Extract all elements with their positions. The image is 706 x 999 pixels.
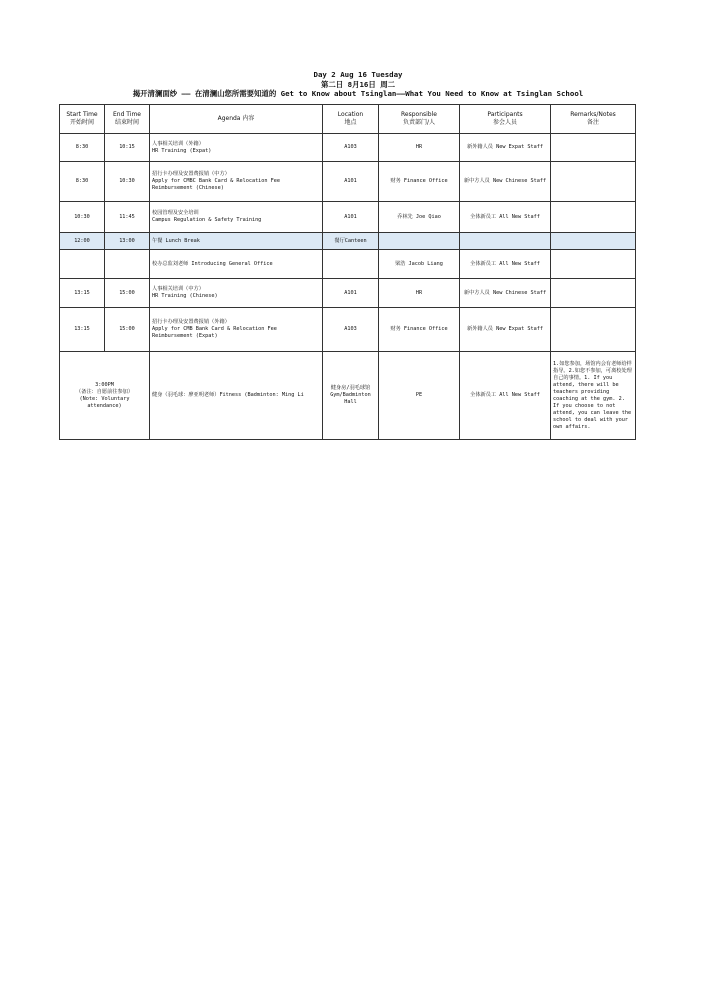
- end-time: 15:00: [105, 308, 150, 352]
- table-row: [60, 250, 636, 279]
- responsible: 财务 Finance Office: [379, 308, 460, 352]
- location: 餐厅Canteen: [323, 233, 379, 250]
- location: A101: [323, 202, 379, 233]
- start-time: 8:30: [60, 134, 105, 162]
- header-remarks: Remarks/Notes 备注: [551, 105, 636, 134]
- agenda: 招行卡办理及安置费报销（外籍） Apply for CMB Bank Card & Relocation Fee Reimbursement (Expat): [150, 308, 323, 352]
- participants: 新外籍人员 New Expat Staff: [460, 308, 551, 352]
- agenda: 校办总监刘老师 Introducing General Office: [150, 250, 323, 279]
- responsible: 乔林先 Joe Qiao: [379, 202, 460, 233]
- location: A103: [323, 308, 379, 352]
- remarks: [551, 162, 636, 202]
- end-time: 10:15: [105, 134, 150, 162]
- start-time: 10:30: [60, 202, 105, 233]
- end-time: 11:45: [105, 202, 150, 233]
- header-end-time: End Time 结束时间: [105, 105, 150, 134]
- table-header-row: [60, 105, 636, 134]
- responsible: [379, 233, 460, 250]
- table-row: [60, 308, 636, 352]
- participants: 全体新员工 All New Staff: [460, 202, 551, 233]
- start-time: 8:30: [60, 162, 105, 202]
- location: 健身房/羽毛球馆 Gym/Badminton Hall: [323, 352, 379, 440]
- responsible: PE: [379, 352, 460, 440]
- start-time: 3:00PM （备注：自愿前往参加） (Note: Voluntary attendance): [60, 352, 150, 440]
- table-row: [60, 202, 636, 233]
- header-responsible: Responsible 负责部门/人: [379, 105, 460, 134]
- schedule-table: [59, 104, 636, 440]
- agenda: 人事相关培训（中方） HR Training (Chinese): [150, 279, 323, 308]
- participants: 新中方人员 New Chinese Staff: [460, 279, 551, 308]
- responsible: 财务 Finance Office: [379, 162, 460, 202]
- table-row: [60, 352, 636, 440]
- theme-title: 揭开清澜面纱 —— 在清澜山您所需要知道的 Get to Know about Tsinglan——What You Need to Know at Tsinglan School: [132, 89, 584, 98]
- remarks: [551, 250, 636, 279]
- end-time: 15:00: [105, 279, 150, 308]
- end-time: 13:00: [105, 233, 150, 250]
- end-time: [105, 250, 150, 279]
- participants: 新中方人员 New Chinese Staff: [460, 162, 551, 202]
- responsible: 梁浩 Jacob Liang: [379, 250, 460, 279]
- agenda: 人事相关培训（外籍） HR Training (Expat): [150, 134, 323, 162]
- start-time: 13:15: [60, 308, 105, 352]
- start-time: [60, 250, 105, 279]
- day-title: Day 2 Aug 16 Tuesday: [313, 70, 403, 79]
- location: A103: [323, 134, 379, 162]
- location: A101: [323, 279, 379, 308]
- remarks: [551, 308, 636, 352]
- header-location: Location 地点: [323, 105, 379, 134]
- table-row: [60, 162, 636, 202]
- table-row: [60, 134, 636, 162]
- remarks: 1.如您参加，场馆内会有老师给样指导。2.如您不参加，可离校处理自己的事情。1. If you attend, there will be teachers providing coaching at the gym. 2. If you choose to not attend, you can leave the school to deal with your own affairs.: [551, 352, 636, 440]
- header-participants: Participants 参会人员: [460, 105, 551, 134]
- remarks: [551, 134, 636, 162]
- participants: [460, 233, 551, 250]
- participants: 全体新员工 All New Staff: [460, 250, 551, 279]
- remarks: [551, 279, 636, 308]
- remarks: [551, 233, 636, 250]
- agenda: 招行卡办理及安置费报销（中方） Apply for CMBC Bank Card & Relocation Fee Reimbursement (Chinese): [150, 162, 323, 202]
- header-start-time: Start Time 开始时间: [60, 105, 105, 134]
- participants: 新外籍人员 New Expat Staff: [460, 134, 551, 162]
- start-time: 12:00: [60, 233, 105, 250]
- responsible: HR: [379, 134, 460, 162]
- agenda: 健身（羽毛球：廖亚明老师）Fitness (Badminton: Ming Li: [150, 352, 323, 440]
- table-row: [60, 279, 636, 308]
- responsible: HR: [379, 279, 460, 308]
- day-title-cn: 第二日 8月16日 周二: [321, 79, 395, 89]
- agenda: 校园管理及安全培训 Campus Regulation & Safety Training: [150, 202, 323, 233]
- end-time: 10:30: [105, 162, 150, 202]
- agenda: 午餐 Lunch Break: [150, 233, 323, 250]
- lunch-row: [60, 233, 636, 250]
- start-time: 13:15: [60, 279, 105, 308]
- title-block: [60, 70, 656, 99]
- remarks: [551, 202, 636, 233]
- participants: 全体新员工 All New Staff: [460, 352, 551, 440]
- header-agenda: Agenda 内容: [150, 105, 323, 134]
- location: A101: [323, 162, 379, 202]
- location: [323, 250, 379, 279]
